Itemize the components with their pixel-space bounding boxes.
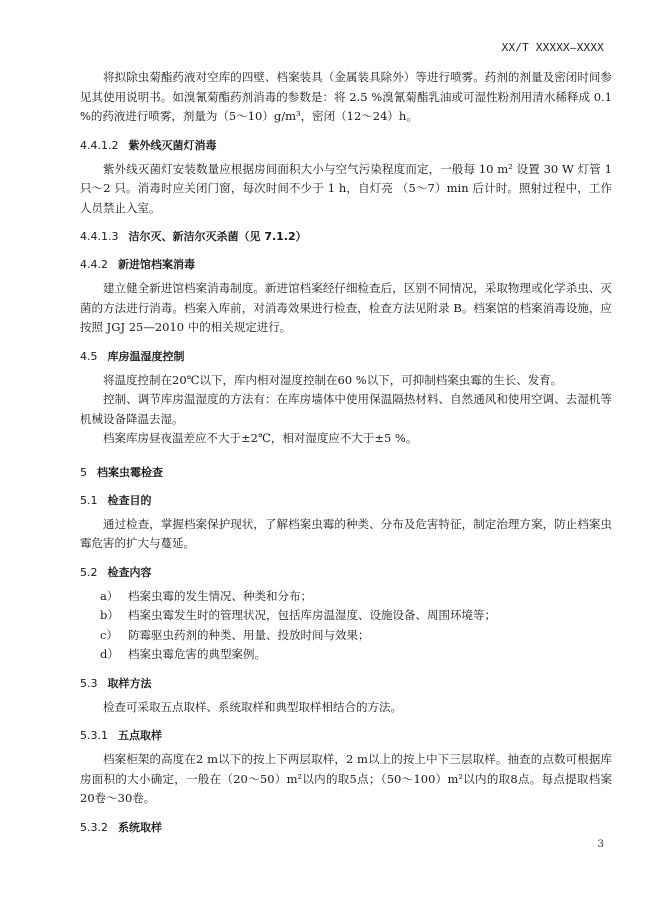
- list-item-text: 档案虫霉危害的典型案例。: [128, 647, 266, 661]
- heading-number: 4.4.1.2: [80, 138, 119, 152]
- heading-4-4-1-2: [80, 136, 612, 155]
- document-body: [80, 68, 612, 837]
- heading-title: 五点取样: [118, 729, 162, 742]
- heading-number: 4.4.1.3: [80, 230, 119, 243]
- heading-5-2: [80, 563, 612, 582]
- heading-number: 5.3.2: [80, 820, 108, 834]
- page-number: 3: [597, 838, 604, 850]
- list-item-text: 档案虫霉的发生情况、种类和分布；: [128, 588, 312, 603]
- list-marker: a）: [100, 588, 119, 603]
- list-item: [80, 606, 612, 626]
- document-id: XX/T XXXXX—XXXX: [501, 41, 604, 54]
- heading-number: 4.5: [80, 349, 98, 363]
- heading-title: 紫外线灭菌灯消毒: [128, 138, 217, 152]
- list-marker: d）: [100, 647, 119, 661]
- heading-4-5: [80, 347, 612, 366]
- paragraph-new-archives: 建立健全新进馆档案消毒制度。新进馆档案经仔细检查后，区别不同情况，采取物理或化学杀虫、灭菌的方法进行消毒。档案入库前，对消毒效果进行检查，检查方法见附录 B。档案馆的档案消毒设施，应按照 JGJ 25—2010 中的相关规定进行。: [80, 281, 612, 334]
- heading-title: 洁尔灭、新洁尔灭杀菌（见 7.1.2）: [128, 230, 307, 243]
- heading-number: 5.3.1: [80, 729, 108, 742]
- heading-title: 档案虫霉检查: [97, 465, 163, 479]
- list-item-text: 档案虫霉发生时的管理状况，包括库房温湿度、设施设备、周围环境等；: [128, 608, 496, 622]
- paragraph-inspection-purpose: 通过检查，掌握档案保护现状，了解档案虫霉的种类、分布及危害特征，制定治理方案，防止档案虫霉危害的扩大与蔓延。: [80, 516, 612, 550]
- paragraph-five-point-sampling: 档案柜架的高度在2 m以下的按上下两层取样，2 m以上的按上中下三层取样。抽查的点数可根据库房面积的大小确定，一般在（20～50）m²以内的取5点；（50～100）m²以内的取8点。每点提取档案20卷～30卷。: [80, 752, 612, 805]
- heading-title: 取样方法: [107, 676, 152, 690]
- paragraph-uv-lamp: 紫外线灭菌灯安装数量应根据房间面积大小与空气污染程度而定，一般每 10 m² 设置 30 W 灯管 1 只～2 只。消毒时应关闭门窗，每次时间不少于 1 h，自灯亮 （5～7）min 后计时。照射过程中，工作人员禁止入室。: [80, 161, 612, 215]
- heading-4-4-1-3: [80, 227, 612, 246]
- list-marker: b）: [100, 608, 119, 622]
- heading-number: 5.3: [80, 676, 98, 690]
- list-marker: c）: [100, 627, 118, 642]
- list-item: [80, 587, 612, 607]
- heading-number: 4.4.2: [80, 258, 108, 271]
- heading-title: 库房温湿度控制: [107, 349, 185, 363]
- heading-4-4-2: [80, 255, 612, 274]
- paragraph-temperature-limit: 将温度控制在20℃以下，库内相对湿度控制在60 %以下，可抑制档案虫霉的生长、发育。: [103, 372, 563, 387]
- heading-title: 系统取样: [118, 820, 162, 834]
- paragraph-pyrethroid-spray: 将拟除虫菊酯药液对空库的四壁、档案装具（金属装具除外）等进行喷雾。药剂的剂量及密闭时间参见其使用说明书。如溴氰菊酯药剂消毒的参数是：将 2.5 %溴氰菊酯乳油或可湿性粉剂用清水稀释成 0.1 %的药液进行喷雾，剂量为（5～10）g/m³，密闭（12～24）h。: [80, 70, 612, 123]
- heading-number: 5.2: [80, 565, 98, 579]
- heading-number: 5: [80, 465, 87, 479]
- heading-title: 新进馆档案消毒: [118, 258, 195, 271]
- heading-5-3: [80, 674, 612, 693]
- paragraph-sampling-methods: 检查可采取五点取样、系统取样和典型取样相结合的方法。: [103, 699, 402, 714]
- heading-5-1: [80, 491, 612, 510]
- heading-5-3-1: [80, 726, 612, 745]
- list-item: [80, 626, 612, 646]
- heading-title: 检查内容: [107, 565, 152, 579]
- heading-title: 检查目的: [107, 493, 152, 507]
- heading-5: [80, 463, 612, 482]
- heading-5-3-2: [80, 818, 612, 837]
- paragraph-control-methods: 控制、调节库房温湿度的方法有：在库房墙体中使用保温隔热材料、自然通风和使用空调、去湿机等机械设备降温去湿。: [80, 392, 612, 426]
- heading-number: 5.1: [80, 493, 98, 507]
- paragraph-day-night-difference: 档案库房昼夜温差应不大于±2℃，相对湿度应不大于±5 %。: [103, 431, 418, 445]
- list-item: [80, 645, 612, 665]
- list-item-text: 防霉驱虫药剂的种类、用量、投放时间与效果；: [128, 627, 370, 642]
